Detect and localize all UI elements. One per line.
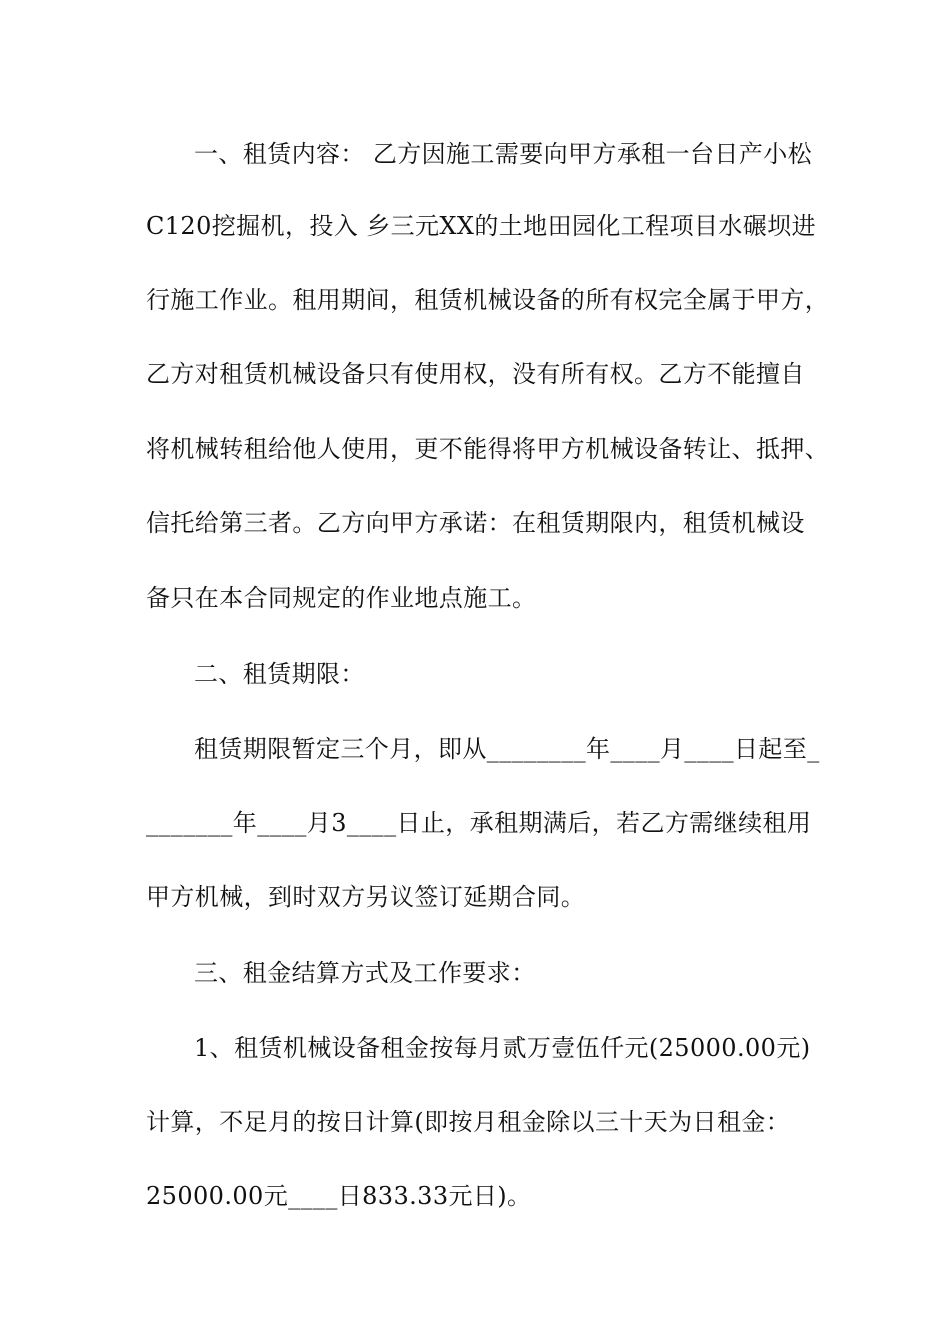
section-2-heading: 二、租赁期限： [194,660,365,688]
paragraph-line: 备只在本合同规定的作业地点施工。 [146,584,537,612]
paragraph-line: 1、租赁机械设备租金按每月贰万壹伍仟元(25000.00元) [194,1034,811,1062]
section-3-heading: 三、租金结算方式及工作要求： [194,959,536,987]
paragraph-line: 25000.00元____日833.33元日)。 [146,1182,532,1210]
section-1-heading-line: 一、租赁内容： 乙方因施工需要向甲方承租一台日产小松 [194,140,813,168]
paragraph-line: C120挖掘机，投入 乡三元XX的土地田园化工程项目水碾坝进 [146,212,816,240]
paragraph-line: 甲方机械，到时双方另议签订延期合同。 [146,883,586,911]
paragraph-line: _______年____月3____日止，承租期满后，若乙方需继续租用 [146,809,812,837]
paragraph-line: 计算，不足月的按日计算(即按月租金除以三十天为日租金： [146,1108,791,1136]
paragraph-line: 将机械转租给他人使用，更不能得将甲方机械设备转让、抵押、 [146,435,830,463]
paragraph-line: 行施工作业。租用期间，租赁机械设备的所有权完全属于甲方， [146,286,830,314]
paragraph-line: 租赁期限暂定三个月，即从________年____月____日起至_ [194,735,820,763]
paragraph-line: 乙方对租赁机械设备只有使用权，没有所有权。乙方不能擅自 [146,360,805,388]
paragraph-line: 信托给第三者。乙方向甲方承诺：在租赁期限内，租赁机械设 [146,509,805,537]
